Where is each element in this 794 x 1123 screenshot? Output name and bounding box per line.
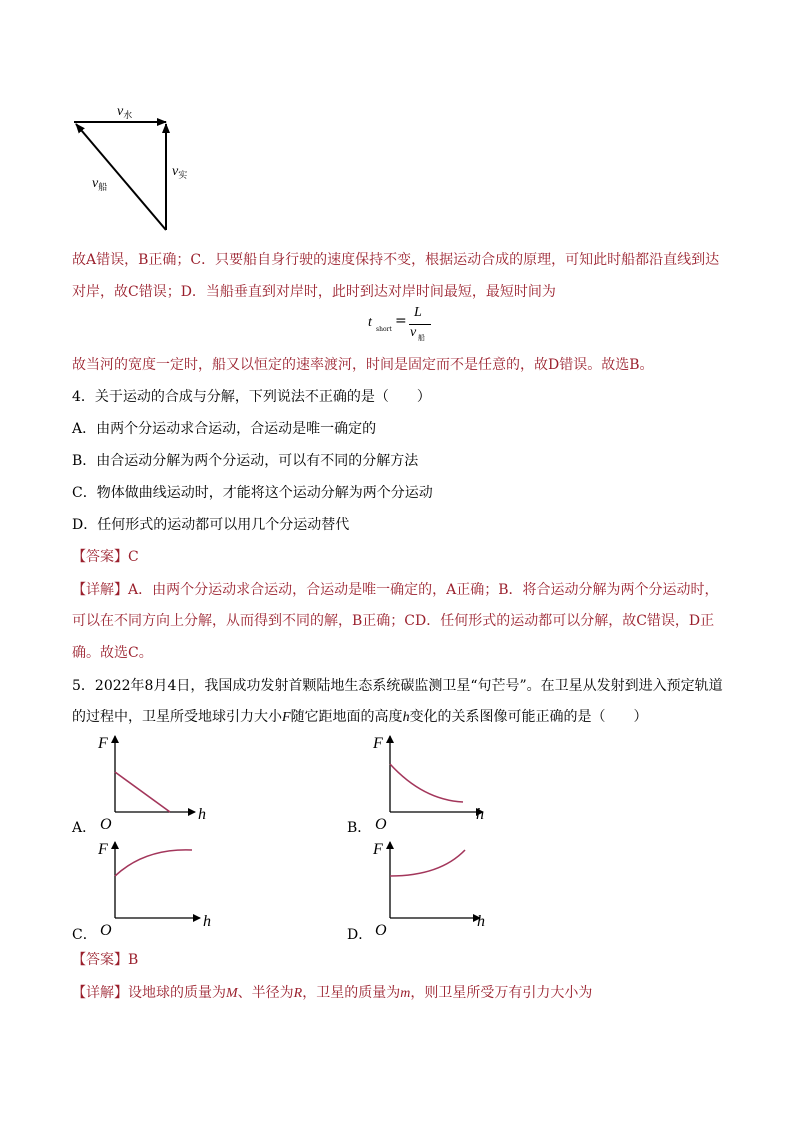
q5-option-d-label: D． — [347, 927, 373, 943]
detail-text: 、半径为 — [237, 985, 294, 1001]
q4-detail-line1 — [72, 580, 719, 600]
curve-d — [390, 850, 465, 876]
q5-detail-line1 — [72, 983, 592, 1004]
curve-a — [115, 772, 170, 812]
axis-label-F: F — [98, 735, 108, 752]
velocity-triangle-diagram — [60, 95, 200, 240]
formula-t-sub: short — [376, 326, 392, 333]
axis-label-h: h — [476, 806, 484, 823]
detail-text: A．由两个分运动求合运动，合运动是唯一确定的，A正确；B．将合运动分解为两个分运动时， — [128, 582, 719, 598]
stem-var-h: h — [402, 710, 410, 725]
graph-c — [90, 836, 220, 936]
axis-label-F: F — [98, 841, 108, 858]
formula-equals: = — [395, 313, 407, 329]
axis-label-F: F — [373, 841, 383, 858]
stem-var-F: F — [282, 710, 291, 725]
curve-b — [390, 764, 463, 802]
q5-answer — [72, 950, 138, 970]
graph-a — [90, 730, 220, 830]
formula-numerator: L — [414, 305, 422, 320]
answer-value: C — [128, 549, 139, 565]
var-m: m — [400, 986, 411, 1001]
formula-denominator: v — [410, 325, 417, 340]
answer-tag: 【答案】 — [72, 549, 128, 565]
graph-d — [365, 836, 495, 936]
origin-label: O — [100, 816, 112, 830]
origin-label: O — [375, 922, 387, 936]
curve-c — [115, 850, 192, 876]
q3-explanation-line3: 故当河的宽度一定时，船又以恒定的速率渡河，时间是固定而不是任意的，故D错误。故选B。 — [72, 357, 654, 373]
q4-detail-line2: 可以在不同方向上分解，从而得到不同的解，B正确；CD．任何形式的运动都可以分解，故C错误，D正 — [72, 613, 715, 629]
q4-answer — [72, 547, 139, 567]
v-water-label: $v_水$ — [117, 104, 133, 120]
detail-text: 设地球的质量为 — [128, 985, 226, 1001]
formula-denominator-sub: 船 — [418, 334, 425, 342]
q5-option-b-label: B． — [347, 820, 372, 836]
q4-option-c: C．物体做曲线运动时，才能将这个运动分解为两个分运动 — [72, 485, 433, 501]
detail-tag: 【详解】 — [72, 582, 128, 598]
q4-stem: 4．关于运动的合成与分解，下列说法不正确的是（ ） — [72, 389, 431, 405]
detail-text: ，卫星的质量为 — [302, 985, 401, 1001]
q4-detail-line3: 确。故选C。 — [72, 645, 153, 661]
min-time-formula — [368, 305, 438, 345]
answer-tag: 【答案】 — [72, 952, 128, 968]
detail-text: ，则卫星所受万有引力大小为 — [410, 985, 593, 1001]
detail-tag: 【详解】 — [72, 985, 128, 1001]
var-M: M — [226, 986, 238, 1001]
origin-label: O — [375, 816, 387, 830]
axis-label-h: h — [477, 913, 485, 930]
v-boat-vector — [76, 124, 166, 230]
q5-option-c-label: C． — [72, 927, 97, 943]
q3-explanation-line1: 故A错误，B正确；C．只要船自身行驶的速度保持不变，根据运动合成的原理，可知此时船都沿直线到达 — [72, 252, 720, 268]
var-R: R — [293, 986, 303, 1001]
q3-explanation-line2: 对岸，故C错误；D．当船垂直到对岸时，此时到达对岸时间最短，最短时间为 — [72, 284, 556, 300]
stem-text: 随它距地面的高度 — [290, 709, 403, 725]
axis-label-h: h — [198, 806, 206, 823]
q4-option-a: A．由两个分运动求合运动，合运动是唯一确定的 — [72, 421, 377, 437]
q5-stem-line2 — [72, 707, 648, 728]
q4-option-b: B．由合运动分解为两个分运动，可以有不同的分解方法 — [72, 453, 419, 469]
stem-text: 的过程中，卫星所受地球引力大小 — [72, 709, 282, 725]
origin-label: O — [100, 922, 112, 936]
q5-stem-line1: 5．2022年8月4日，我国成功发射首颗陆地生态系统碳监测卫星“句芒号”。在卫星从发射到进入预定轨道 — [72, 678, 723, 694]
answer-value: B — [128, 952, 139, 968]
stem-text: 变化的关系图像可能正确的是（ ） — [409, 709, 648, 725]
graph-b — [365, 730, 495, 830]
q4-option-d: D．任何形式的运动都可以用几个分运动替代 — [72, 517, 350, 533]
v-boat-label: $v_船$ — [92, 176, 108, 192]
axis-label-F: F — [373, 735, 383, 752]
v-actual-label: $v_实$ — [172, 164, 188, 180]
formula-t: t — [368, 315, 372, 330]
axis-label-h: h — [203, 913, 211, 930]
q5-option-a-label: A． — [72, 820, 97, 836]
